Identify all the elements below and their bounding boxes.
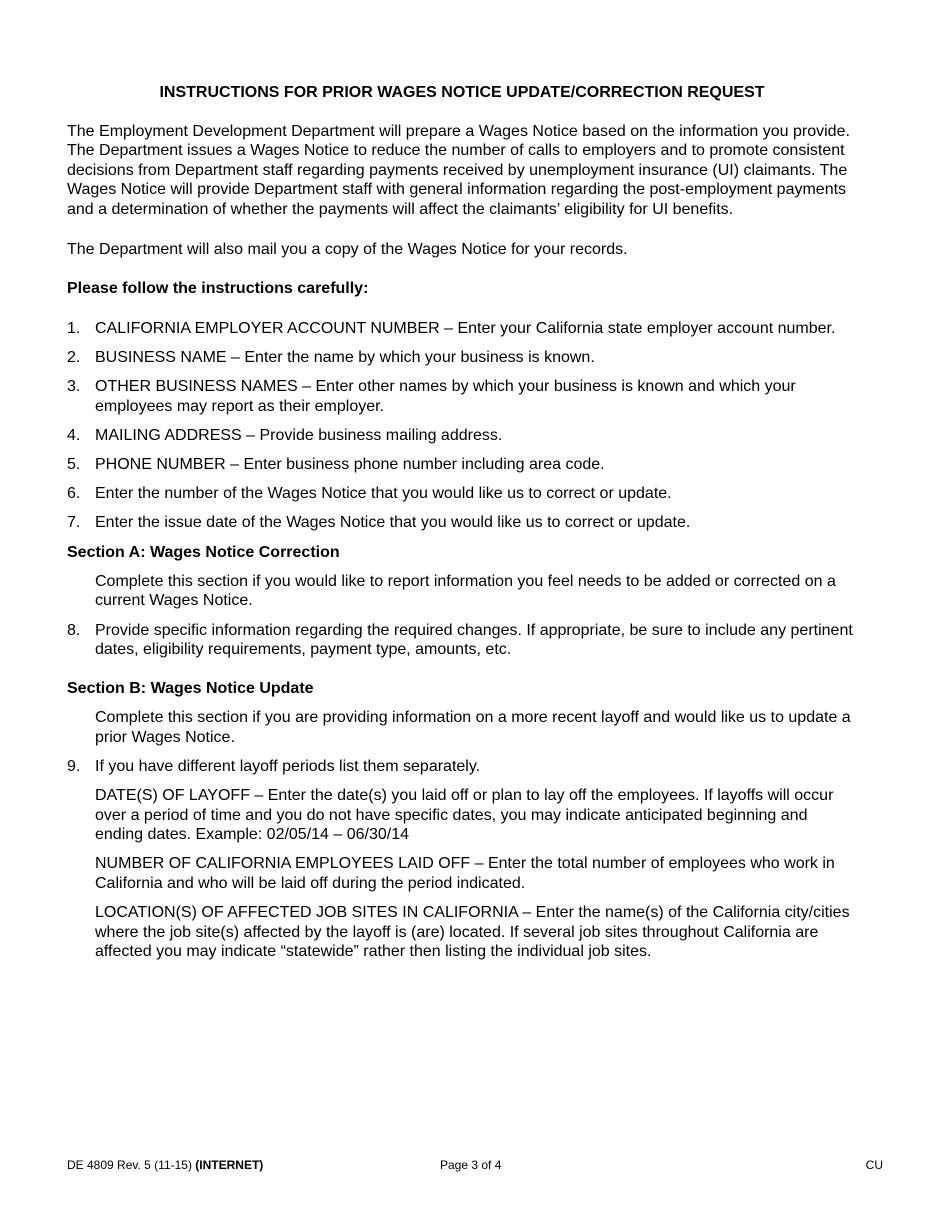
list-item	[67, 348, 857, 368]
item-text: Provide specific information regarding the required changes. If appropriate, be sure to include any pertinent dates, eligibility requirements, payment type, amounts, etc.	[95, 621, 853, 659]
section-a-heading: Section A: Wages Notice Correction	[67, 543, 340, 561]
item-number: 2.	[67, 348, 81, 366]
dates-of-layoff-instruction: DATE(S) OF LAYOFF – Enter the date(s) you laid off or plan to lay off the employees. If layoffs will occur over a period of time and you do not have specific dates, you may indicate anticipated beginning and ending dates. Example: 02/05/14 – 06/30/14	[95, 786, 834, 844]
list-item	[67, 484, 857, 504]
job-sites-instruction: LOCATION(S) OF AFFECTED JOB SITES IN CALIFORNIA – Enter the name(s) of the California city/cities where the job site(s) affected by the layoff is (are) located. If several job sites throughout California are affected you may indicate “statewide” rather then listing the individual job sites.	[95, 904, 850, 961]
item-number: 8.	[67, 621, 81, 639]
list-item	[67, 757, 857, 777]
list-item	[67, 426, 857, 446]
item-text: Enter the number of the Wages Notice that you would like us to correct or update.	[95, 485, 672, 503]
item-text: CALIFORNIA EMPLOYER ACCOUNT NUMBER – Enter your California state employer account number.	[95, 319, 836, 337]
item-number: 6.	[67, 485, 81, 503]
form-tag: (INTERNET)	[195, 1158, 264, 1172]
item-number: 5.	[67, 456, 81, 474]
item-number: 9.	[67, 757, 81, 775]
instructions-heading: Please follow the instructions carefully:	[67, 280, 369, 298]
item-text: If you have different layoff periods list them separately.	[95, 757, 481, 775]
item-number: 7.	[67, 514, 81, 532]
item-text: BUSINESS NAME – Enter the name by which your business is known.	[95, 348, 595, 366]
employees-laid-off-instruction: NUMBER OF CALIFORNIA EMPLOYEES LAID OFF – Enter the total number of employees who work in California and who will be laid off during the period indicated.	[95, 855, 835, 892]
footer-code: CU	[865, 1158, 883, 1172]
item-number: 1.	[67, 319, 81, 337]
list-item	[67, 621, 857, 660]
item-text: OTHER BUSINESS NAMES – Enter other names by which your business is known and which your employees may report as their employer.	[95, 378, 796, 415]
list-item	[67, 513, 857, 533]
item-text: Enter the issue date of the Wages Notice that you would like us to correct or update.	[95, 514, 691, 532]
page-number: Page 3 of 4	[440, 1158, 502, 1172]
instruction-list	[67, 319, 857, 533]
list-item	[67, 319, 857, 339]
form-identifier	[67, 1158, 263, 1172]
section-a-intro: Complete this section if you would like to report information you feel needs to be added or corrected on a current Wages Notice.	[95, 572, 836, 610]
mail-note: The Department will also mail you a copy of the Wages Notice for your records.	[67, 240, 628, 258]
document-title: INSTRUCTIONS FOR PRIOR WAGES NOTICE UPDATE/CORRECTION REQUEST	[159, 84, 765, 101]
item-number: 3.	[67, 378, 81, 396]
intro-paragraph: The Employment Development Department will prepare a Wages Notice based on the information you provide. The Department issues a Wages Notice to reduce the number of calls to employers and to promote consistent decisions from Department staff regarding payments received by unemployment insurance (UI) claimants. The Wages Notice will provide Department staff with general information regarding the post-employment payments and a determination of whether the payments will affect the claimants’ eligibility for UI benefits.	[67, 122, 850, 218]
list-item	[67, 455, 857, 475]
item-text: PHONE NUMBER – Enter business phone number including area code.	[95, 456, 605, 474]
section-b-heading: Section B: Wages Notice Update	[67, 679, 314, 697]
document-page	[67, 83, 857, 972]
form-number: DE 4809 Rev. 5 (11-15)	[67, 1158, 192, 1172]
item-text: MAILING ADDRESS – Provide business mailing address.	[95, 426, 503, 444]
section-b-intro: Complete this section if you are providing information on a more recent layoff and would like us to update a prior Wages Notice.	[95, 709, 851, 746]
list-item	[67, 377, 857, 416]
item-number: 4.	[67, 426, 81, 444]
